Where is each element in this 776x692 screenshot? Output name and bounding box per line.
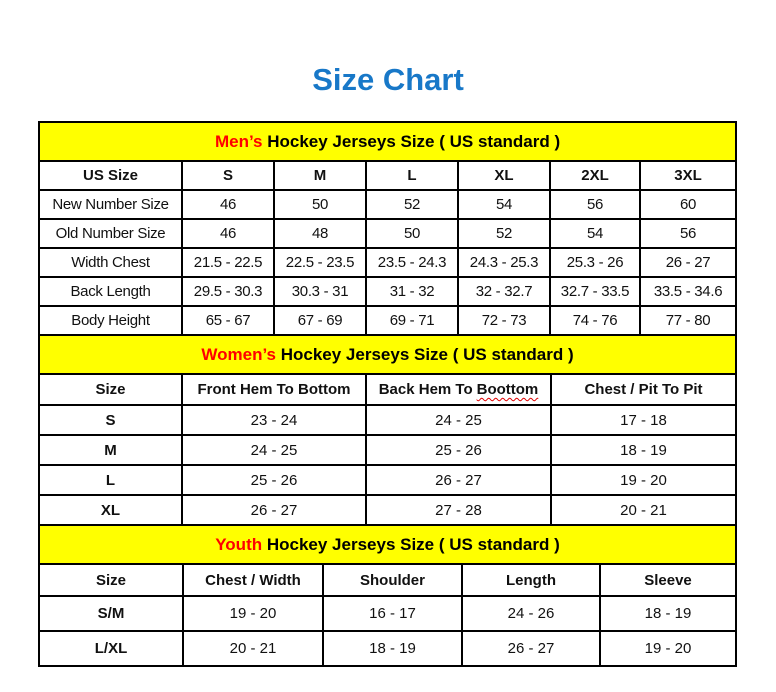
row-label: Old Number Size: [39, 219, 182, 248]
youth-band-highlight: Youth: [215, 534, 263, 554]
size-value: 20 - 21: [183, 631, 323, 666]
table-row: [39, 248, 736, 277]
size-value: 46: [182, 219, 274, 248]
table-row: [39, 306, 736, 335]
size-value: 26 - 27: [366, 465, 551, 495]
womens-band-cell: [39, 335, 736, 374]
size-value: 56: [640, 219, 736, 248]
row-label: S: [39, 405, 182, 435]
column-header: S: [182, 161, 274, 190]
size-value: 48: [274, 219, 366, 248]
size-value: 25.3 - 26: [550, 248, 640, 277]
size-value: 52: [366, 190, 458, 219]
size-value: 26 - 27: [182, 495, 366, 525]
row-label: M: [39, 435, 182, 465]
size-value: 32.7 - 33.5: [550, 277, 640, 306]
size-value: 18 - 19: [551, 435, 736, 465]
size-value: 19 - 20: [551, 465, 736, 495]
table-row: [39, 465, 736, 495]
womens-column-header-row: [39, 374, 736, 405]
column-header: M: [274, 161, 366, 190]
page-title: Size Chart: [312, 62, 464, 97]
misspelled-word: Boottom: [476, 381, 539, 398]
size-value: 56: [550, 190, 640, 219]
size-value: 77 - 80: [640, 306, 736, 335]
size-value: 18 - 19: [600, 596, 736, 631]
row-label: Width Chest: [39, 248, 182, 277]
size-value: 52: [458, 219, 550, 248]
size-value: 69 - 71: [366, 306, 458, 335]
youth-section-band: [39, 525, 736, 564]
size-value: 46: [182, 190, 274, 219]
youth-column-header-row: [39, 564, 736, 596]
size-value: 24 - 26: [462, 596, 600, 631]
table-row: [39, 405, 736, 435]
column-header: XL: [458, 161, 550, 190]
column-header: 2XL: [550, 161, 640, 190]
size-value: 29.5 - 30.3: [182, 277, 274, 306]
mens-column-header-row: [39, 161, 736, 190]
womens-section-band: [39, 335, 736, 374]
row-label: Body Height: [39, 306, 182, 335]
column-header: Size: [39, 374, 182, 405]
size-value: 60: [640, 190, 736, 219]
size-value: 50: [366, 219, 458, 248]
size-value: 25 - 26: [366, 435, 551, 465]
row-label: Back Length: [39, 277, 182, 306]
size-value: 17 - 18: [551, 405, 736, 435]
table-row: [39, 219, 736, 248]
size-value: 74 - 76: [550, 306, 640, 335]
table-row: [39, 495, 736, 525]
size-value: 19 - 20: [600, 631, 736, 666]
youth-size-table: [38, 524, 737, 667]
column-header: Chest / Width: [183, 564, 323, 596]
size-value: 24 - 25: [366, 405, 551, 435]
youth-band-cell: [39, 525, 736, 564]
column-header: Shoulder: [323, 564, 462, 596]
mens-band-text: Hockey Jerseys Size ( US standard ): [262, 131, 561, 151]
size-value: 65 - 67: [182, 306, 274, 335]
size-value: 32 - 32.7: [458, 277, 550, 306]
size-value: 33.5 - 34.6: [640, 277, 736, 306]
column-header: Length: [462, 564, 600, 596]
row-label: L: [39, 465, 182, 495]
row-label: S/M: [39, 596, 183, 631]
size-tables-container: [38, 121, 735, 667]
back-hem-label: Back Hem To: [378, 381, 473, 398]
column-header: Sleeve: [600, 564, 736, 596]
size-value: 27 - 28: [366, 495, 551, 525]
size-value: 54: [458, 190, 550, 219]
table-row: [39, 435, 736, 465]
row-label: L/XL: [39, 631, 183, 666]
column-header: L: [366, 161, 458, 190]
column-header: Front Hem To Bottom: [182, 374, 366, 405]
size-value: 20 - 21: [551, 495, 736, 525]
mens-section-band: [39, 122, 736, 161]
table-row: [39, 631, 736, 666]
size-value: 24 - 25: [182, 435, 366, 465]
size-value: 23.5 - 24.3: [366, 248, 458, 277]
size-value: 22.5 - 23.5: [274, 248, 366, 277]
mens-size-table: [38, 121, 737, 336]
column-header: Chest / Pit To Pit: [551, 374, 736, 405]
size-value: 21.5 - 22.5: [182, 248, 274, 277]
size-value: 30.3 - 31: [274, 277, 366, 306]
row-label: XL: [39, 495, 182, 525]
size-value: 72 - 73: [458, 306, 550, 335]
column-header: US Size: [39, 161, 182, 190]
size-value: 19 - 20: [183, 596, 323, 631]
womens-size-table: [38, 334, 737, 526]
size-value: 50: [274, 190, 366, 219]
size-value: 67 - 69: [274, 306, 366, 335]
table-row: [39, 596, 736, 631]
mens-band-cell: [39, 122, 736, 161]
size-value: 54: [550, 219, 640, 248]
size-value: 18 - 19: [323, 631, 462, 666]
column-header: Size: [39, 564, 183, 596]
size-value: 26 - 27: [640, 248, 736, 277]
womens-band-text: Hockey Jerseys Size ( US standard ): [276, 344, 574, 364]
size-value: 25 - 26: [182, 465, 366, 495]
size-value: 31 - 32: [366, 277, 458, 306]
table-row: [39, 190, 736, 219]
size-value: 24.3 - 25.3: [458, 248, 550, 277]
mens-band-highlight: Men’s: [214, 131, 263, 151]
size-value: 26 - 27: [462, 631, 600, 666]
size-value: 16 - 17: [323, 596, 462, 631]
table-row: [39, 277, 736, 306]
column-header: 3XL: [640, 161, 736, 190]
column-header: [366, 374, 551, 405]
row-label: New Number Size: [39, 190, 182, 219]
size-value: 23 - 24: [182, 405, 366, 435]
youth-band-text: Hockey Jerseys Size ( US standard ): [262, 534, 560, 554]
womens-band-highlight: Women’s: [201, 344, 276, 364]
